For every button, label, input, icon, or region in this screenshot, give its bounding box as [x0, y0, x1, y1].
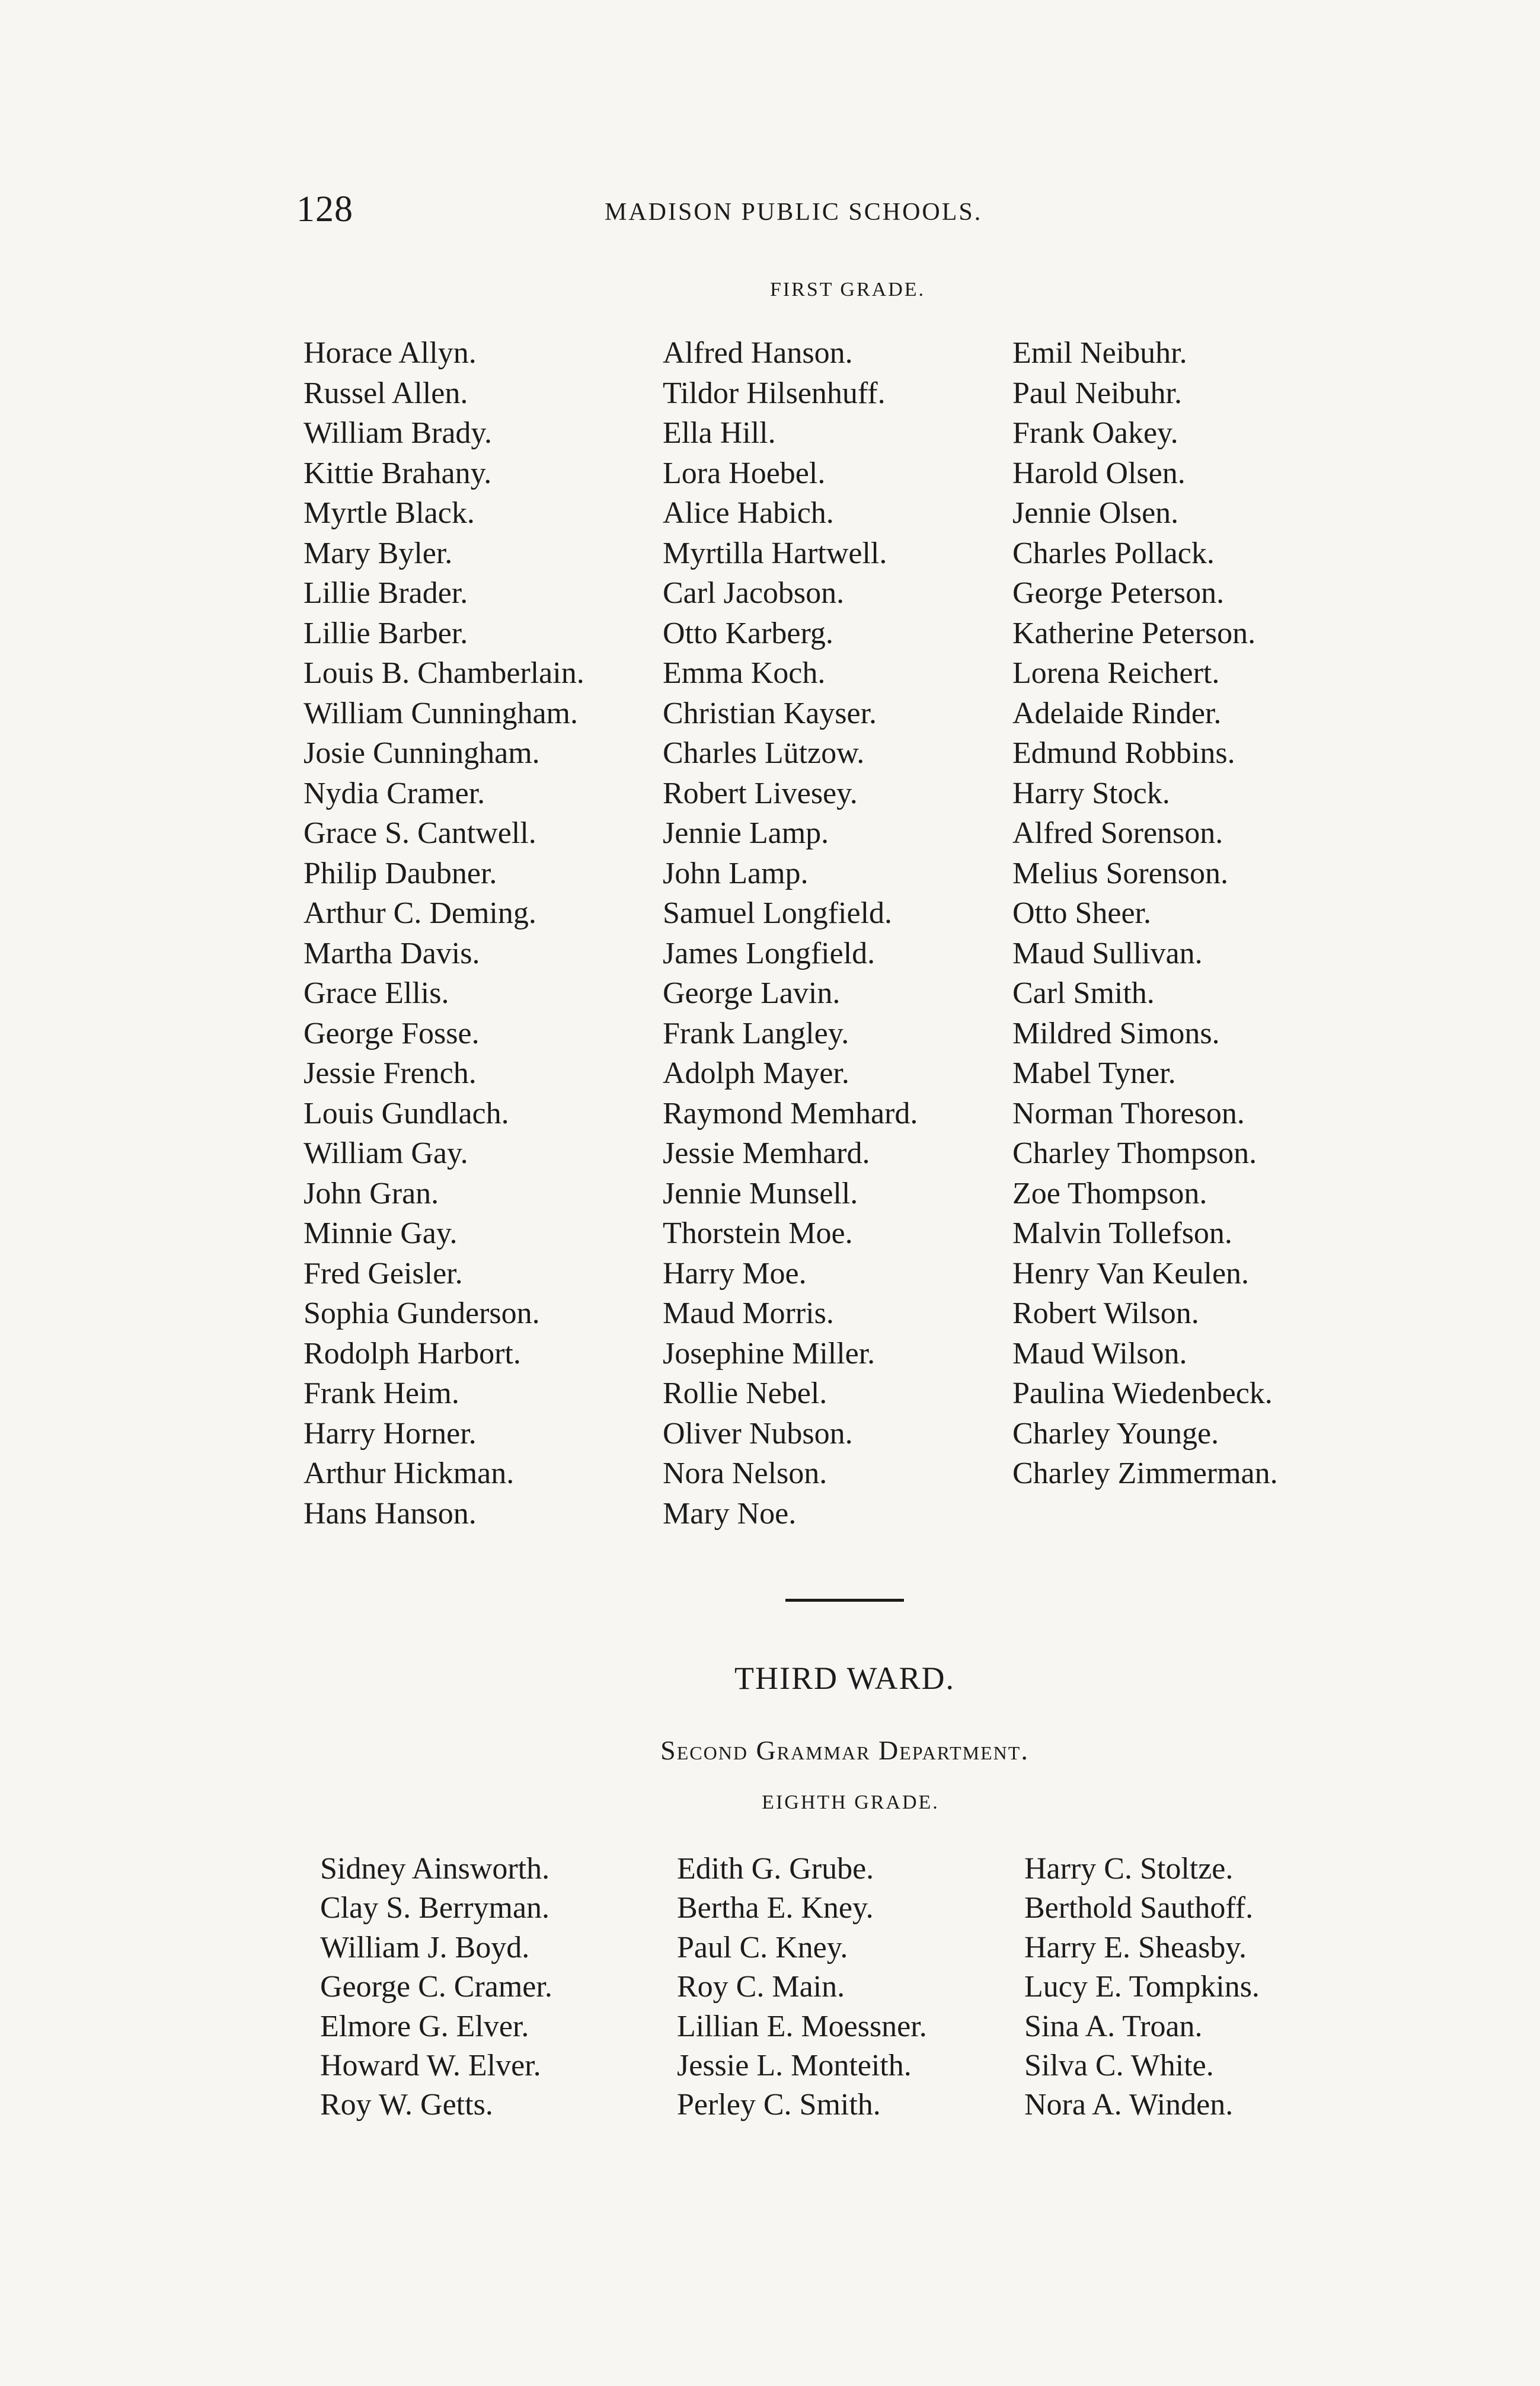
student-name: Malvin Tollefson. — [1012, 1216, 1232, 1250]
student-name: Myrtilla Hartwell. — [663, 536, 887, 570]
eighth-grade-heading: EIGHTH GRADE. — [762, 1791, 940, 1813]
student-name: George Lavin. — [663, 976, 841, 1010]
student-name: Otto Karberg. — [663, 616, 833, 650]
student-name: Harry Stock. — [1012, 776, 1170, 810]
student-name: Tildor Hilsenhuff. — [663, 376, 886, 410]
student-name: Maud Wilson. — [1012, 1336, 1187, 1371]
student-name: Philip Daubner. — [303, 856, 497, 890]
student-name: Alfred Hanson. — [663, 336, 853, 370]
student-name: Lillian E. Moessner. — [677, 2009, 927, 2043]
first-grade-column-3 — [1012, 333, 1278, 1494]
student-name: Jennie Lamp. — [663, 816, 829, 850]
student-name: Carl Smith. — [1012, 976, 1155, 1010]
student-name: Jennie Olsen. — [1012, 496, 1179, 530]
student-name: Mildred Simons. — [1012, 1016, 1220, 1050]
student-name: Paul C. Kney. — [677, 1930, 848, 1965]
student-name: Charles Pollack. — [1012, 536, 1215, 570]
student-name: Edmund Robbins. — [1012, 736, 1235, 770]
student-name: Bertha E. Kney. — [677, 1891, 874, 1925]
student-name: Emma Koch. — [663, 656, 826, 690]
student-name: Grace S. Cantwell. — [303, 816, 536, 850]
student-name: Maud Morris. — [663, 1296, 834, 1330]
student-name: George Fosse. — [303, 1016, 480, 1050]
student-name: Roy C. Main. — [677, 1970, 845, 2004]
student-name: Nora Nelson. — [663, 1456, 827, 1490]
student-name: Christian Kayser. — [663, 696, 877, 730]
student-name: Frank Oakey. — [1012, 416, 1178, 450]
student-name: Harry Moe. — [663, 1256, 807, 1291]
student-name: Robert Wilson. — [1012, 1296, 1199, 1330]
student-name: Paul Neibuhr. — [1012, 376, 1182, 410]
student-name: William J. Boyd. — [320, 1930, 530, 1965]
student-name: Lucy E. Tompkins. — [1024, 1970, 1260, 2004]
student-name: Oliver Nubson. — [663, 1416, 853, 1451]
running-title: MADISON PUBLIC SCHOOLS. — [605, 199, 983, 226]
student-name: Raymond Memhard. — [663, 1096, 918, 1130]
student-name: Harry E. Sheasby. — [1024, 1930, 1247, 1965]
department-title: Second Grammar Department. — [660, 1735, 1029, 1765]
student-name: Edith G. Grube. — [677, 1852, 874, 1886]
student-name: Ella Hill. — [663, 416, 776, 450]
student-name: Louis B. Chamberlain. — [303, 656, 584, 690]
student-name: Nora A. Winden. — [1024, 2088, 1234, 2122]
student-name: Otto Sheer. — [1012, 896, 1151, 930]
student-name: William Cunningham. — [303, 696, 578, 730]
student-name: Melius Sorenson. — [1012, 856, 1228, 890]
first-grade-heading: FIRST GRADE. — [769, 279, 926, 301]
student-name: Russel Allen. — [303, 376, 468, 410]
student-name: Lillie Brader. — [303, 576, 468, 610]
student-name: Josie Cunningham. — [303, 736, 540, 770]
student-name: Kittie Brahany. — [303, 456, 492, 490]
student-name: Charles Lützow. — [663, 736, 865, 770]
student-name: Horace Allyn. — [303, 336, 477, 370]
section-divider — [785, 1599, 904, 1602]
student-name: Katherine Peterson. — [1012, 616, 1256, 650]
student-name: Frank Heim. — [303, 1376, 459, 1410]
student-name: Charley Younge. — [1012, 1416, 1219, 1451]
student-name: Jessie L. Monteith. — [677, 2048, 912, 2082]
student-name: Adelaide Rinder. — [1012, 696, 1222, 730]
student-name: Rollie Nebel. — [663, 1376, 827, 1410]
student-name: Louis Gundlach. — [303, 1096, 509, 1130]
student-name: Carl Jacobson. — [663, 576, 845, 610]
student-name: Sophia Gunderson. — [303, 1296, 540, 1330]
student-name: Roy W. Getts. — [320, 2088, 493, 2122]
student-name: Maud Sullivan. — [1012, 936, 1203, 970]
student-name: Lora Hoebel. — [663, 456, 826, 490]
student-name: Paulina Wiedenbeck. — [1012, 1376, 1273, 1410]
eighth-grade-column-3 — [1024, 1850, 1260, 2125]
student-name: Elmore G. Elver. — [320, 2009, 529, 2043]
student-name: Zoe Thompson. — [1012, 1176, 1207, 1210]
student-name: John Lamp. — [663, 856, 809, 890]
student-name: Fred Geisler. — [303, 1256, 463, 1291]
student-name: Robert Livesey. — [663, 776, 858, 810]
student-name: John Gran. — [303, 1176, 439, 1210]
student-name: Mabel Tyner. — [1012, 1056, 1176, 1090]
student-name: Jennie Munsell. — [663, 1176, 858, 1210]
student-name: Myrtle Black. — [303, 496, 475, 530]
student-name: Lillie Barber. — [303, 616, 468, 650]
student-name: Silva C. White. — [1024, 2048, 1214, 2082]
student-name: Thorstein Moe. — [663, 1216, 853, 1250]
student-name: James Longfield. — [663, 936, 876, 970]
student-name: Perley C. Smith. — [677, 2088, 881, 2122]
student-name: Frank Langley. — [663, 1016, 849, 1050]
student-name: George Peterson. — [1012, 576, 1225, 610]
student-name: Jessie Memhard. — [663, 1136, 870, 1170]
student-name: Alice Habich. — [663, 496, 834, 530]
student-name: Sidney Ainsworth. — [320, 1852, 550, 1886]
student-name: William Gay. — [303, 1136, 468, 1170]
student-name: Sina A. Troan. — [1024, 2009, 1203, 2043]
student-name: Mary Noe. — [663, 1496, 797, 1531]
student-name: Grace Ellis. — [303, 976, 449, 1010]
student-name: Harold Olsen. — [1012, 456, 1186, 490]
student-name: Berthold Sauthoff. — [1024, 1891, 1254, 1925]
student-name: Alfred Sorenson. — [1012, 816, 1223, 850]
first-grade-column-1 — [303, 333, 584, 1534]
eighth-grade-column-2 — [677, 1850, 927, 2125]
student-name: Hans Hanson. — [303, 1496, 477, 1531]
student-name: Arthur C. Deming. — [303, 896, 536, 930]
first-grade-column-2 — [663, 333, 918, 1534]
student-name: Harry C. Stoltze. — [1024, 1852, 1234, 1886]
eighth-grade-column-1 — [320, 1850, 552, 2125]
student-name: Minnie Gay. — [303, 1216, 458, 1250]
student-name: Charley Zimmerman. — [1012, 1456, 1278, 1490]
student-name: Josephine Miller. — [663, 1336, 876, 1371]
student-name: Mary Byler. — [303, 536, 453, 570]
student-name: Howard W. Elver. — [320, 2048, 541, 2082]
ward-title: THIRD WARD. — [734, 1660, 955, 1696]
page-number: 128 — [296, 189, 353, 229]
student-name: Charley Thompson. — [1012, 1136, 1257, 1170]
student-name: Arthur Hickman. — [303, 1456, 515, 1490]
student-name: Norman Thoreson. — [1012, 1096, 1245, 1130]
student-name: Rodolph Harbort. — [303, 1336, 521, 1371]
student-name: Lorena Reichert. — [1012, 656, 1220, 690]
student-name: Harry Horner. — [303, 1416, 477, 1451]
student-name: Martha Davis. — [303, 936, 480, 970]
student-name: George C. Cramer. — [320, 1970, 552, 2004]
student-name: Clay S. Berryman. — [320, 1891, 550, 1925]
student-name: Jessie French. — [303, 1056, 477, 1090]
student-name: Samuel Longfield. — [663, 896, 893, 930]
student-name: Emil Neibuhr. — [1012, 336, 1187, 370]
student-name: William Brady. — [303, 416, 493, 450]
student-name: Nydia Cramer. — [303, 776, 485, 810]
student-name: Adolph Mayer. — [663, 1056, 849, 1090]
student-name: Henry Van Keulen. — [1012, 1256, 1250, 1291]
